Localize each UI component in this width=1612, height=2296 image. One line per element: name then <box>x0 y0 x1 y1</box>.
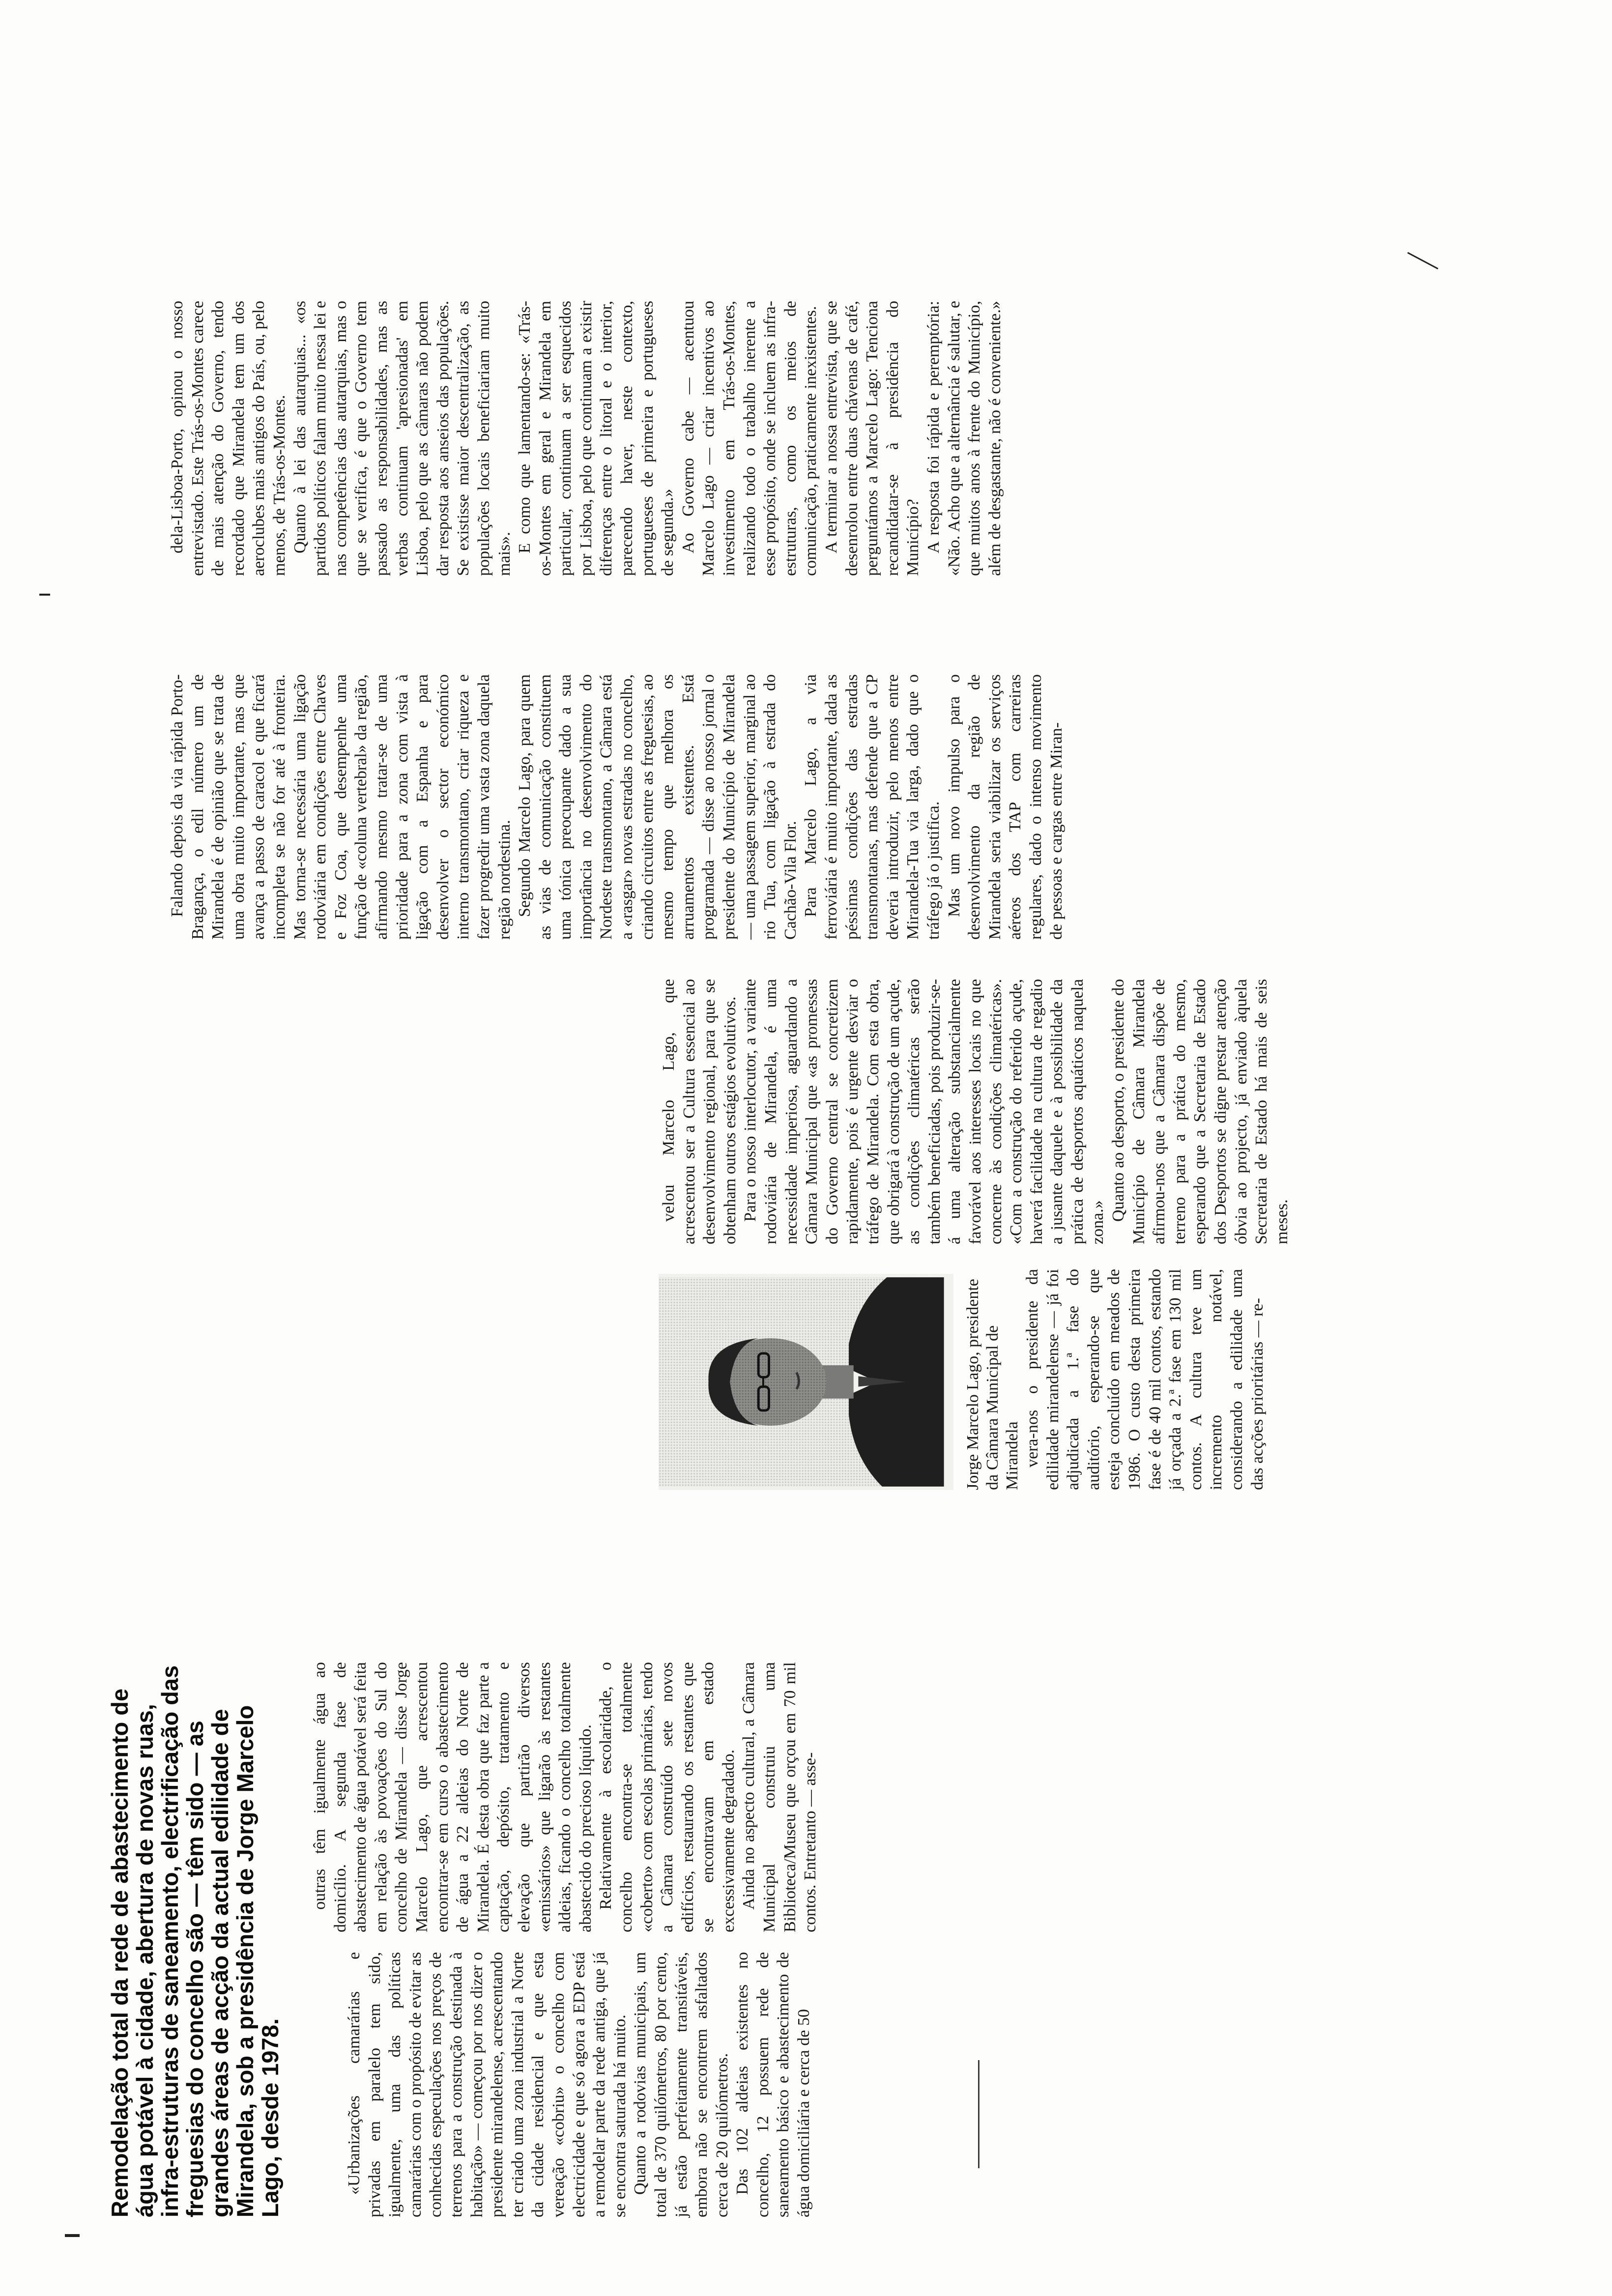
paragraph: Quanto à lei das autarquias... «os partidos políticos falam muito nessa lei e nas competências das autarquias, mas o que se verifica, é que o Governo tem passado as responsabilidades, mas as verbas continuam 'apresionadas' em Lisboa, pelo que as câmaras não podem dar resposta aos anseios das populações. Se existisse maior descentralização, as populações locais beneficiariam muito mais». <box>290 301 514 576</box>
paragraph: velou Marcelo Lago, que acrescentou ser a Cultura essencial ao desenvolvimento regional, para que se obtenham outros estágios evolutivos. <box>660 979 739 1244</box>
article-headline: Remodelação total da rede de abastecimento de água potável à cidade, abertura de novas ruas, infra-estruturas de saneamento, electrificação das freguesias do concelho são — têm sido — as grandes áreas de acção da actual edilidade de Mirandela, sob a presidência de Jorge Marcelo Lago, desde 1978. <box>107 1665 283 2217</box>
paragraph: Quanto a rodovias municipais, um total de 370 quilómetros, 80 por cento, já estão perfeitamente transitáveis, embora não se encontrem asfaltados cerca de 20 quilómetros. <box>631 1952 731 2217</box>
scan-edge-mark <box>65 2234 80 2237</box>
paragraph: Ao Governo cabe — acentuou Marcelo Lago — criar incentivos ao investimento em Trás-os-Montes, realizando todo o trabalho inerente a esse propósito, onde se incluem as infra-estruturas, como os meios de comunicação, praticamente inexistentes. <box>679 301 820 576</box>
article-column-2 <box>310 1662 821 1932</box>
scan-edge-mark <box>1407 252 1438 270</box>
paragraph: Para o nosso interlocutor, a variante rodoviária de Mirandela, é uma necessidade imperiosa, aguardando a Câmara Municipal que «as promessas do Governo central se concretizem rapidamente, pois é urgente desviar o tráfego de Mirandela. Com esta obra, que obrigará à construção de um açude, as condições climatéricas serão também beneficiadas, pois produzir-se-á uma alteração substancialmente favorável aos interesses locais no que concerne às condições climatéricas». «Com a construção do referido açude, haverá facilidade na cultura de regadio a jusante daquele e à possibilidade da prática de desportos aquáticos naquela zona.» <box>741 979 1107 1244</box>
scan-edge-mark <box>39 594 50 596</box>
paragraph: Mas um novo impulso para o desenvolvimento da região de Mirandela seria viabilizar os serviços aéreos dos TAP com carreiras regulares, dado o intenso movimento de pessoas e cargas entre Miran- <box>945 674 1065 940</box>
paragraph: Quanto ao desporto, o presidente do Município de Câmara Mirandela afirmou-nos que a Câmara dispõe de terreno para a prática do mesmo, esperando que a Secretaria de Estado dos Desportos se digne prestar atenção óbvia ao projecto, já enviado àquela Secretaria de Estado há mais de seis meses. <box>1109 979 1291 1244</box>
paragraph: Ainda no aspecto cultural, a Câmara Municipal construiu uma Biblioteca/Museu que orçou em 70 mil contos. Entretanto — asse- <box>740 1662 820 1932</box>
paragraph: «Urbanizações camarárias e privadas em paralelo tem sido, igualmente, uma das políticas camarárias com o propósito de evitar as conhecidas especulações nos preços de terrenos para a construção destinada à habitação» — começou por nos dizer o presidente mirandelense, acrescentando ter criado uma zona industrial a Norte da cidade residencial e que esta vereação «cobriu» o concelho com electricidade e que só agora a EDP está a remodelar parte da rede antiga, que já se encontra saturada há muito. <box>345 1952 629 2217</box>
paragraph: dela-Lisboa-Porto, opinou o nosso entrevistado. Este Trás-os-Montes carece de mais atenção do Governo, tendo recordado que Mirandela tem um dos aeroclubes mais antigos do País, ou, pelo menos, de Trás-os-Montes. <box>168 301 288 576</box>
article-column-6 <box>167 301 1005 576</box>
column-end-rule <box>978 2060 979 2168</box>
paragraph: outras têm igualmente água ao domicílio. A segunda fase de abastecimento de água potável será feita em relação às povoações do Sul do concelho de Mirandela — disse Jorge Marcelo Lago, que acrescentou encontrar-se em curso o abastecimento de água a 22 aldeias do Norte de Mirandela. É desta obra que faz parte a captação, depósito, tratamento e elevação que partirão diversos «emissários» que ligarão às restantes aldeias, ficando o concelho totalmente abastecido do precioso líquido. <box>311 1662 595 1932</box>
paragraph: Segundo Marcelo Lago, para quem as vias de comunicação constituem uma tónica preocupante dado a sua importância no desenvolvimento do Nordeste transmontano, a Câmara está a «rasgar» novas estradas no concelho, criando circuitos entre as freguesias, ao mesmo tempo que melhora os arruamentos existentes. Está programada — disse ao nosso jornal o presidente do Município de Mirandela — uma passagem superior, marginal ao rio Tua, com ligação à estrada do Cachão-Vila Flor. <box>516 674 800 940</box>
paragraph: A resposta foi rápida e peremptória: «Não. Acho que a alternância é salutar, e que muitos anos à frente do Município, além de desgastante, não é conveniente.» <box>924 301 1004 576</box>
paragraph: E como que lamentando-se: «Trás-os-Montes em geral e Mirandela em particular, continuam a ser esquecidos por Lisboa, pelo que continuam a existir diferenças entre o litoral e o interior, parecendo haver, neste contexto, portugueses de primeira e portugueses de segunda.» <box>516 301 677 576</box>
paragraph: Das 102 aldeias existentes no concelho, 12 possuem rede de saneamento básico e abastecimento de água domiciliária e cerca de 50 <box>733 1952 813 2217</box>
article-column-3 <box>1022 1269 1267 1490</box>
paragraph: Para Marcelo Lago, a via ferroviária é muito importante, dada as péssimas condições das estradas transmontanas, mas defende que a CP deveria introduzir, pelo menos entre Mirandela-Tua via larga, dado que o tráfego já o justifica. <box>802 674 943 940</box>
paragraph: Relativamente à escolaridade, o concelho encontra-se totalmente «coberto» com escolas primárias, tendo a Câmara construído sete novos edifícios, restaurando os restantes que se encontravam em estado excessivamente degradado. <box>597 1662 738 1932</box>
paragraph: vera-nos o presidente da edilidade mirandelense — já foi adjudicada a 1.ª fase do auditório, esperando-se que esteja concluído em meados de 1986. O custo desta primeira fase é de 40 mil contos, estando já orçada a 2.ª fase em 130 mil contos. A cultura teve um incremento notável, considerando a edilidade uma das acções prioritárias — re- <box>1023 1269 1267 1490</box>
photo-caption: Jorge Marcelo Lago, presidente da Câmara Municipal de Mirandela <box>964 1279 1021 1490</box>
paragraph: Falando depois da via rápida Porto-Bragança, o edil número um de Mirandela é de opinião que se trata de uma obra muito importante, mas que avança a passo de caracol e que ficará incompleta se não for até à fronteira. Mas torna-se necessária uma ligação rodoviária em condições entre Chaves e Foz Coa, que desempenhe uma função de «coluna vertebral» da região, afirmando mesmo tratar-se de uma prioridade para a zona com vista à ligação com a Espanha e para desenvolver o sector económico interno transmontano, criar riqueza e fazer progredir uma vasta zona daquela região nordestina. <box>168 674 514 940</box>
article-column-1 <box>344 1952 814 2217</box>
article-column-4 <box>659 979 1292 1244</box>
article-column-5 <box>167 674 1066 940</box>
portrait-photo <box>659 1274 953 1490</box>
paragraph: A terminar a nossa entrevista, que se desenrolou entre duas chávenas de café, perguntámos a Marcelo Lago: Tenciona recandidatar-se à presidência do Município? <box>822 301 922 576</box>
